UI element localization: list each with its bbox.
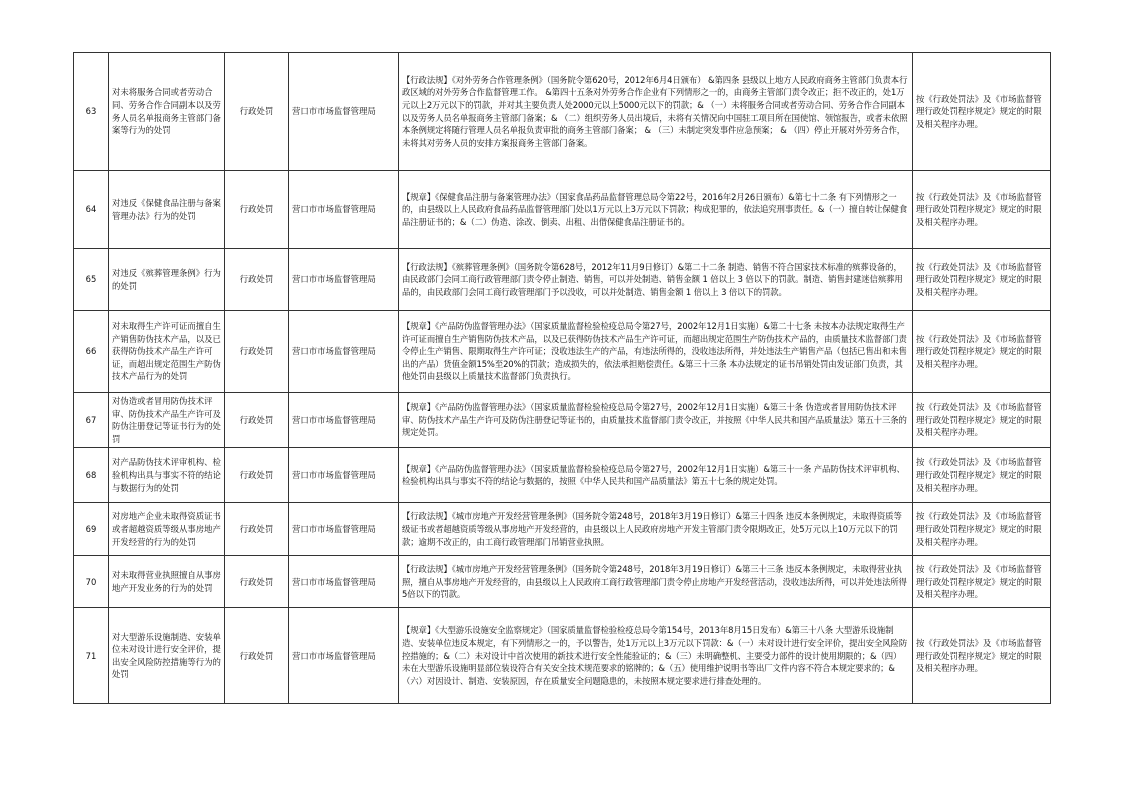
- legal-basis: 【规章】《保健食品注册与备案管理办法》（国家食品药品监督管理总局令第22号，2016年2月26日颁布）&第七十二条 有下列情形之一的，由县级以上人民政府食品药品监督管理部门处以1万元以上3万元以下罚款；构成犯罪的，依法追究刑事责任。&（一）擅自转让保健食品注册证书的；&（二）伪造、涂改、倒卖、出租、出借保健食品注册证书的。: [399, 171, 913, 249]
- department: 营口市市场监督管理局: [289, 53, 399, 171]
- table-row: [74, 608, 1051, 704]
- procedure: 按《行政处罚法》及《市场监督管理行政处罚程序规定》规定的时限及相关程序办理。: [913, 393, 1051, 448]
- procedure: 按《行政处罚法》及《市场监督管理行政处罚程序规定》规定的时限及相关程序办理。: [913, 556, 1051, 608]
- legal-basis: 【规章】《产品防伪监督管理办法》（国家质量监督检验检疫总局令第27号，2002年12月1日实施）&第二十七条 未按本办法规定取得生产许可证而擅自生产销售防伪技术产品，以及已获得防伪技术产品生产许可证，而超出规定范围生产防伪技术产品的，由质量技术监督部门责令停止生产销售、限期取得生产许可证；没收违法生产的产品，有违法所得的，没收违法所得，并处违法生产销售产品（包括已售出和未售出的产品）货值金额15%至20%的罚款；造成损失的，依法承担赔偿责任。&第三十三条 本办法规定的证书吊销处罚由发证部门负责，其他处罚由县级以上质量技术监督部门负责执行。: [399, 311, 913, 393]
- item-name: 对未取得营业执照擅自从事房地产开发业务的行为的处罚: [109, 556, 225, 608]
- table-row: [74, 448, 1051, 503]
- item-name: 对违反《保健食品注册与备案管理办法》行为的处罚: [109, 171, 225, 249]
- enforcement-table: [73, 52, 1051, 704]
- action-type: 行政处罚: [225, 311, 289, 393]
- action-type: 行政处罚: [225, 393, 289, 448]
- item-name: 对产品防伪技术评审机构、检验机构出具与事实不符的结论与数据行为的处罚: [109, 448, 225, 503]
- legal-basis: 【行政法规】《城市房地产开发经营管理条例》（国务院令第248号，2018年3月19日修订）&第三十四条 违反本条例规定，未取得资质等级证书或者超越资质等级从事房地产开发经营的，由县级以上人民政府房地产开发主管部门责令限期改正，处5万元以上10万元以下的罚款；逾期不改正的，由工商行政管理部门吊销营业执照。: [399, 503, 913, 556]
- table-row: [74, 171, 1051, 249]
- action-type: 行政处罚: [225, 53, 289, 171]
- table-row: [74, 53, 1051, 171]
- table-row: [74, 311, 1051, 393]
- action-type: 行政处罚: [225, 503, 289, 556]
- department: 营口市市场监督管理局: [289, 393, 399, 448]
- row-number: 63: [74, 53, 109, 171]
- item-name: 对房地产企业未取得资质证书或者超越资质等级从事房地产开发经营的行为的处罚: [109, 503, 225, 556]
- row-number: 71: [74, 608, 109, 704]
- row-number: 70: [74, 556, 109, 608]
- department: 营口市市场监督管理局: [289, 311, 399, 393]
- legal-basis: 【规章】《产品防伪监督管理办法》（国家质量监督检验检疫总局令第27号，2002年12月1日实施）&第三十一条 产品防伪技术评审机构、检验机构出具与事实不符的结论与数据的，按照《中华人民共和国产品质量法》第五十七条的规定处罚。: [399, 448, 913, 503]
- row-number: 65: [74, 249, 109, 311]
- action-type: 行政处罚: [225, 448, 289, 503]
- table-row: [74, 503, 1051, 556]
- legal-basis: 【规章】《大型游乐设施安全监察规定》（国家质量监督检验检疫总局令第154号，2013年8月15日发布）&第三十八条 大型游乐设施制造、安装单位违反本规定，有下列情形之一的，予以警告，处1万元以上3万元以下罚款：&（一）未对设计进行安全评价，提出安全风险防控措施的；&（二）未对设计中首次使用的新技术进行安全性能验证的；&（三）未明确整机、主要受力部件的设计使用期限的；&（四）未在大型游乐设施明显部位装设符合有关安全技术规范要求的铭牌的；&（五）使用维护说明书等出厂文件内容不符合本规定要求的；&（六）对因设计、制造、安装原因，存在质量安全问题隐患的，未按照本规定要求进行排查处理的。: [399, 608, 913, 704]
- table-body: [74, 53, 1051, 704]
- row-number: 67: [74, 393, 109, 448]
- department: 营口市市场监督管理局: [289, 608, 399, 704]
- item-name: 对大型游乐设施制造、安装单位未对设计进行安全评价，提出安全风险防控措施等行为的处罚: [109, 608, 225, 704]
- legal-basis: 【行政法规】《对外劳务合作管理条例》（国务院令第620号，2012年6月4日颁布） &第四条 县级以上地方人民政府商务主管部门负责本行政区域的对外劳务合作监督管理工作。 &第四十五条对外劳务合作企业有下列情形之一的，由商务主管部门责令改正；拒不改正的，处1万元以上2万元以下的罚款，并对其主要负责人处2000元以上5000元以下的罚款；& （一）未将服务合同或者劳动合同、劳务合作合同副本以及劳务人员名单报商务主管部门备案；& （二）组织劳务人员出境后，未将有关情况向中国驻工项目所在国使馆、领馆报告，或者未依照本条例规定将随行管理人员名单报负责审批的商务主管部门备案； & （三）未制定突发事件应急预案； & （四）停止开展对外劳务合作，未将其对劳务人员的安排方案报商务主管部门备案。: [399, 53, 913, 171]
- procedure: 按《行政处罚法》及《市场监督管理行政处罚程序规定》规定的时限及相关程序办理。: [913, 53, 1051, 171]
- procedure: 按《行政处罚法》及《市场监督管理行政处罚程序规定》规定的时限及相关程序办理。: [913, 448, 1051, 503]
- procedure: 按《行政处罚法》及《市场监督管理行政处罚程序规定》规定的时限及相关程序办理。: [913, 171, 1051, 249]
- row-number: 69: [74, 503, 109, 556]
- department: 营口市市场监督管理局: [289, 249, 399, 311]
- legal-basis: 【行政法规】《城市房地产开发经营管理条例》（国务院令第248号，2018年3月19日修订）&第三十三条 违反本条例规定，未取得营业执照，擅自从事房地产开发经营的，由县级以上人民政府工商行政管理部门责令停止房地产开发经营活动，没收违法所得，可以并处违法所得5倍以下的罚款。: [399, 556, 913, 608]
- item-name: 对违反《殡葬管理条例》行为的处罚: [109, 249, 225, 311]
- action-type: 行政处罚: [225, 171, 289, 249]
- procedure: 按《行政处罚法》及《市场监督管理行政处罚程序规定》规定的时限及相关程序办理。: [913, 503, 1051, 556]
- table-row: [74, 556, 1051, 608]
- item-name: 对未取得生产许可证而擅自生产销售防伪技术产品，以及已获得防伪技术产品生产许可证，而超出规定范围生产防伪技术产品行为的处罚: [109, 311, 225, 393]
- row-number: 66: [74, 311, 109, 393]
- department: 营口市市场监督管理局: [289, 171, 399, 249]
- procedure: 按《行政处罚法》及《市场监督管理行政处罚程序规定》规定的时限及相关程序办理。: [913, 608, 1051, 704]
- procedure: 按《行政处罚法》及《市场监督管理行政处罚程序规定》规定的时限及相关程序办理。: [913, 311, 1051, 393]
- legal-basis: 【规章】《产品防伪监督管理办法》（国家质量监督检验检疫总局令第27号，2002年12月1日实施）&第三十条 伪造或者冒用防伪技术评审、防伪技术产品生产许可及防伪注册登记等证书的，由质量技术监督部门责令改正，并按照《中华人民共和国产品质量法》第五十三条的规定处罚。: [399, 393, 913, 448]
- department: 营口市市场监督管理局: [289, 448, 399, 503]
- item-name: 对伪造或者冒用防伪技术评审、防伪技术产品生产许可及防伪注册登记等证书行为的处罚: [109, 393, 225, 448]
- department: 营口市市场监督管理局: [289, 503, 399, 556]
- table-row: [74, 249, 1051, 311]
- department: 营口市市场监督管理局: [289, 556, 399, 608]
- row-number: 64: [74, 171, 109, 249]
- row-number: 68: [74, 448, 109, 503]
- action-type: 行政处罚: [225, 556, 289, 608]
- item-name: 对未将服务合同或者劳动合同、劳务合作合同副本以及劳务人员名单报商务主管部门备案等行为的处罚: [109, 53, 225, 171]
- table-row: [74, 393, 1051, 448]
- action-type: 行政处罚: [225, 608, 289, 704]
- legal-basis: 【行政法规】《殡葬管理条例》（国务院令第628号，2012年11月9日修订）&第二十二条 制造、销售不符合国家技术标准的殡葬设备的，由民政部门会同工商行政管理部门责令停止制造、销售，可以并处制造、销售金额 1 倍以上 3 倍以下的罚款。制造、销售封建迷信殡葬用品的，由民政部门会同工商行政管理部门予以没收，可以并处制造、销售金额 1 倍以上 3 倍以下的罚款。: [399, 249, 913, 311]
- action-type: 行政处罚: [225, 249, 289, 311]
- procedure: 按《行政处罚法》及《市场监督管理行政处罚程序规定》规定的时限及相关程序办理。: [913, 249, 1051, 311]
